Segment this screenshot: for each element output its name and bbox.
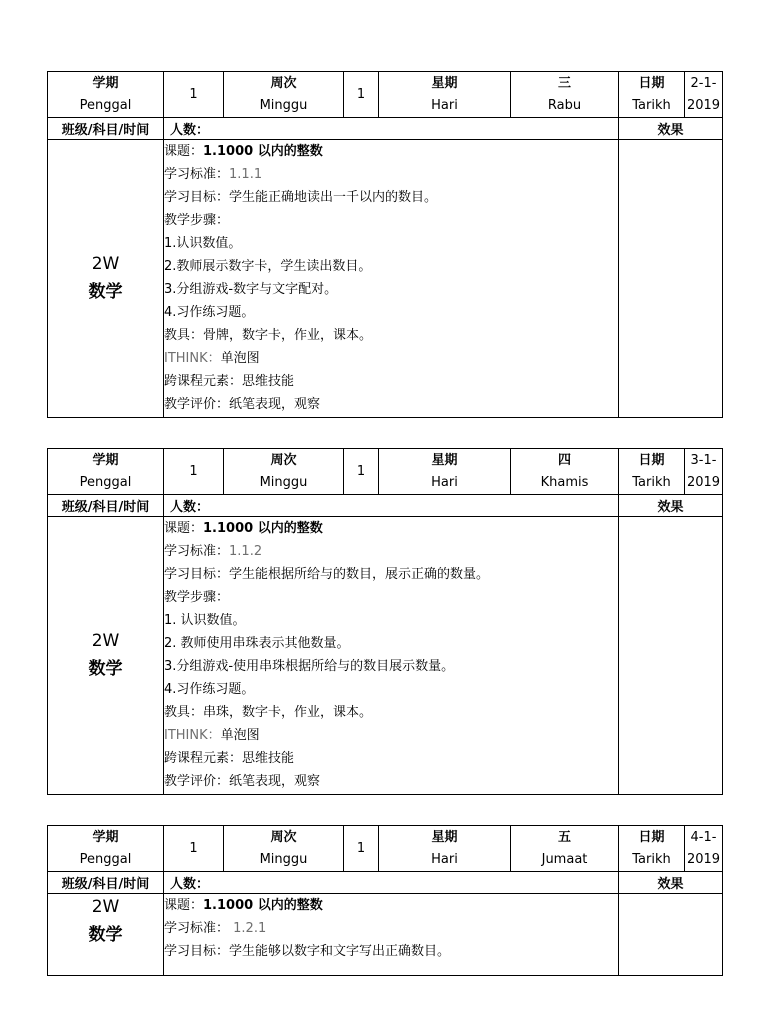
student-count-label: 人数： xyxy=(164,118,619,140)
line-label: 学习目标： xyxy=(164,567,230,582)
date-label-cn: 日期 xyxy=(638,75,665,91)
effect-cell xyxy=(619,140,723,418)
line-value: 1.认识数值。 xyxy=(164,236,242,251)
effect-cell xyxy=(619,894,723,976)
line-value: 纸笔表现，观察 xyxy=(229,774,321,789)
lesson-line xyxy=(164,724,618,747)
subject-name: 数学 xyxy=(88,925,123,945)
line-value: 4.习作练习题。 xyxy=(164,305,255,320)
lesson-line xyxy=(164,232,618,255)
line-label: 学习标准： xyxy=(164,921,230,936)
week-value: 1 xyxy=(344,826,379,872)
lesson-line xyxy=(164,540,618,563)
line-value: 2.教师展示数字卡，学生读出数目。 xyxy=(164,259,372,274)
lesson-line xyxy=(164,301,618,324)
lesson-plan-table xyxy=(47,448,723,795)
lesson-content xyxy=(164,517,619,795)
day-value-ms: Jumaat xyxy=(541,851,588,867)
date-label-cell xyxy=(619,449,685,495)
day-label-ms: Hari xyxy=(431,97,458,113)
term-label-cn: 学期 xyxy=(92,75,119,91)
line-value: 1.1000 以内的整数 xyxy=(203,521,323,536)
line-value: 学生能够以数字和文字写出正确数目。 xyxy=(229,944,451,959)
week-label-cell xyxy=(224,826,344,872)
week-label-ms: Minggu xyxy=(259,851,308,867)
week-label-cn: 周次 xyxy=(270,75,297,91)
term-label-cn: 学期 xyxy=(92,829,119,845)
day-value-cn: 五 xyxy=(557,829,571,845)
term-label-ms: Penggal xyxy=(79,97,132,113)
line-value: 学生能正确地读出一千以内的数目。 xyxy=(229,190,438,205)
lesson-line xyxy=(164,370,618,393)
week-label-cn: 周次 xyxy=(270,452,297,468)
term-label-cell xyxy=(48,72,164,118)
lesson-line xyxy=(164,186,618,209)
line-label: 学习标准： xyxy=(164,544,230,559)
lesson-line xyxy=(164,655,618,678)
day-value-cell xyxy=(511,72,619,118)
line-label: 教具： xyxy=(164,705,204,720)
lesson-line xyxy=(164,632,618,655)
line-label: 跨课程元素： xyxy=(164,751,243,766)
lesson-line xyxy=(164,586,618,609)
line-value: 学生能根据所给与的数目，展示正确的数量。 xyxy=(229,567,490,582)
day-label-cn: 星期 xyxy=(431,452,458,468)
lesson-line xyxy=(164,517,618,540)
week-label-cn: 周次 xyxy=(270,829,297,845)
line-label: 教学评价： xyxy=(164,397,230,412)
lesson-line xyxy=(164,917,618,940)
effect-cell xyxy=(619,517,723,795)
term-value: 1 xyxy=(164,826,224,872)
subject-name: 数学 xyxy=(88,658,123,679)
line-value: 思维技能 xyxy=(242,374,295,389)
line-label: 教学评价： xyxy=(164,774,230,789)
date-label-cn: 日期 xyxy=(638,829,665,845)
effect-label: 效果 xyxy=(619,118,723,140)
day-value-ms: Rabu xyxy=(547,97,582,113)
class-subject-time-label: 班级/科目/时间 xyxy=(48,495,164,517)
day-label-ms: Hari xyxy=(431,851,458,867)
line-label: 课题： xyxy=(164,521,204,536)
day-label-cell xyxy=(379,826,511,872)
lesson-line xyxy=(164,563,618,586)
term-label-cn: 学期 xyxy=(92,452,119,468)
line-label: 教学步骤： xyxy=(164,590,230,605)
week-value: 1 xyxy=(344,72,379,118)
day-value-cell xyxy=(511,826,619,872)
week-label-cell xyxy=(224,449,344,495)
line-label: 课题： xyxy=(164,144,204,159)
line-value: 1.2.1 xyxy=(229,921,267,936)
lesson-content xyxy=(164,140,619,418)
line-value: 串珠，数字卡，作业，课本。 xyxy=(203,705,373,720)
effect-label: 效果 xyxy=(619,872,723,894)
line-value: 1.1000 以内的整数 xyxy=(203,898,323,913)
lesson-line xyxy=(164,747,618,770)
class-subject-time-label: 班级/科目/时间 xyxy=(48,872,164,894)
class-cell xyxy=(48,517,164,795)
lesson-line xyxy=(164,209,618,232)
day-label-cell xyxy=(379,449,511,495)
date-label-cell xyxy=(619,826,685,872)
lesson-plan-table xyxy=(47,825,723,976)
line-label: ITHINK： xyxy=(164,728,221,743)
line-value: 3.分组游戏-数字与文字配对。 xyxy=(164,282,338,297)
line-label: ITHINK： xyxy=(164,351,221,366)
lesson-line xyxy=(164,770,618,793)
week-label-ms: Minggu xyxy=(259,97,308,113)
day-value-cn: 三 xyxy=(557,75,571,91)
student-count-label: 人数： xyxy=(164,872,619,894)
lesson-line xyxy=(164,678,618,701)
line-value: 单泡图 xyxy=(220,351,260,366)
week-label-cell xyxy=(224,72,344,118)
line-value: 骨牌，数字卡，作业，课本。 xyxy=(203,328,373,343)
term-label-cell xyxy=(48,826,164,872)
week-value: 1 xyxy=(344,449,379,495)
lesson-line xyxy=(164,701,618,724)
line-value: 1. 认识数值。 xyxy=(164,613,246,628)
class-code: 2W xyxy=(91,253,120,274)
lesson-line xyxy=(164,940,618,963)
date-label-cn: 日期 xyxy=(638,452,665,468)
lesson-content xyxy=(164,894,619,976)
line-label: 学习目标： xyxy=(164,190,230,205)
class-cell xyxy=(48,140,164,418)
date-label-cell xyxy=(619,72,685,118)
student-count-label: 人数： xyxy=(164,495,619,517)
line-value: 2. 教师使用串珠表示其他数量。 xyxy=(164,636,350,651)
date-label-ms: Tarikh xyxy=(632,851,671,867)
lesson-line xyxy=(164,163,618,186)
date-label-ms: Tarikh xyxy=(632,97,671,113)
lesson-line xyxy=(164,324,618,347)
date-value: 3-1-2019 xyxy=(685,449,723,495)
week-label-ms: Minggu xyxy=(259,474,308,490)
term-label-ms: Penggal xyxy=(79,851,132,867)
lesson-line xyxy=(164,140,618,163)
line-label: 教具： xyxy=(164,328,204,343)
term-label-cell xyxy=(48,449,164,495)
effect-label: 效果 xyxy=(619,495,723,517)
term-value: 1 xyxy=(164,72,224,118)
lesson-line xyxy=(164,347,618,370)
day-label-cn: 星期 xyxy=(431,829,458,845)
day-label-ms: Hari xyxy=(431,474,458,490)
class-cell xyxy=(48,894,164,976)
subject-name: 数学 xyxy=(88,281,123,302)
class-code: 2W xyxy=(91,897,120,917)
day-value-ms: Khamis xyxy=(540,474,589,490)
class-subject-time-label: 班级/科目/时间 xyxy=(48,118,164,140)
date-value: 2-1-2019 xyxy=(685,72,723,118)
line-label: 课题： xyxy=(164,898,204,913)
lesson-line xyxy=(164,894,618,917)
line-label: 跨课程元素： xyxy=(164,374,243,389)
line-value: 1.1.2 xyxy=(229,544,263,559)
line-value: 1.1000 以内的整数 xyxy=(203,144,323,159)
class-code: 2W xyxy=(91,630,120,651)
lesson-line xyxy=(164,393,618,416)
day-value-cell xyxy=(511,449,619,495)
term-label-ms: Penggal xyxy=(79,474,132,490)
day-label-cell xyxy=(379,72,511,118)
term-value: 1 xyxy=(164,449,224,495)
date-label-ms: Tarikh xyxy=(632,474,671,490)
line-value: 1.1.1 xyxy=(229,167,263,182)
line-value: 思维技能 xyxy=(242,751,295,766)
lesson-line xyxy=(164,278,618,301)
line-label: 教学步骤： xyxy=(164,213,230,228)
line-label: 学习标准： xyxy=(164,167,230,182)
line-value: 纸笔表现，观察 xyxy=(229,397,321,412)
lesson-line xyxy=(164,609,618,632)
line-value: 4.习作练习题。 xyxy=(164,682,255,697)
day-label-cn: 星期 xyxy=(431,75,458,91)
line-value: 3.分组游戏-使用串珠根据所给与的数目展示数量。 xyxy=(164,659,455,674)
day-value-cn: 四 xyxy=(557,452,571,468)
line-label: 学习目标： xyxy=(164,944,230,959)
lesson-plan-table xyxy=(47,71,723,418)
date-value: 4-1-2019 xyxy=(685,826,723,872)
line-value: 单泡图 xyxy=(220,728,260,743)
lesson-line xyxy=(164,255,618,278)
